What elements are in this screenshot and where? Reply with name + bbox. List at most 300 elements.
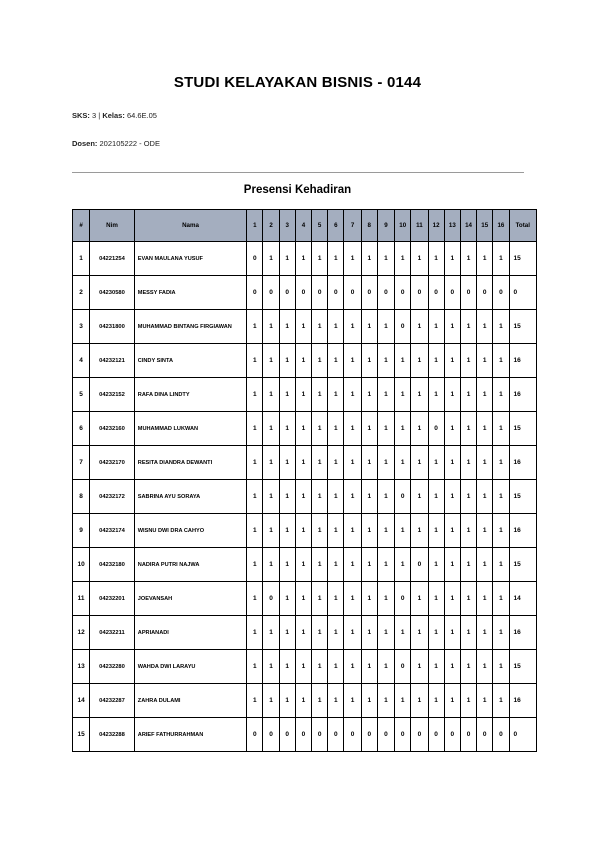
divider <box>72 172 524 173</box>
meeting-cell: 1 <box>444 310 460 344</box>
meeting-cell: 1 <box>377 242 394 276</box>
meeting-cell: 0 <box>295 276 311 310</box>
meeting-cell: 1 <box>361 650 377 684</box>
meeting-cell: 1 <box>493 548 509 582</box>
meeting-cell: 1 <box>312 310 328 344</box>
meeting-cell: 1 <box>377 582 394 616</box>
nama-cell: MUHAMMAD BINTANG FIRGIAWAN <box>134 310 246 344</box>
meeting-cell: 1 <box>344 684 361 718</box>
nama-cell: CINDY SINTA <box>134 344 246 378</box>
meeting-cell: 1 <box>263 650 279 684</box>
meeting-cell: 0 <box>444 718 460 752</box>
meeting-cell: 1 <box>247 684 263 718</box>
meeting-cell: 1 <box>428 378 444 412</box>
meeting-cell: 0 <box>247 242 263 276</box>
total-cell: 16 <box>509 684 536 718</box>
meeting-cell: 1 <box>328 344 344 378</box>
meeting-cell: 0 <box>411 718 428 752</box>
meeting-cell: 1 <box>377 344 394 378</box>
meeting-cell: 1 <box>377 548 394 582</box>
column-header: 14 <box>460 210 476 242</box>
meeting-cell: 0 <box>344 718 361 752</box>
table-row <box>73 480 537 514</box>
dosen-value: 202105222 - ODE <box>99 139 160 148</box>
meeting-cell: 1 <box>361 548 377 582</box>
column-header: 1 <box>247 210 263 242</box>
meeting-cell: 1 <box>428 514 444 548</box>
nim-cell: 04230580 <box>90 276 135 310</box>
meeting-cell: 1 <box>361 480 377 514</box>
nama-cell: MUHAMMAD LUKWAN <box>134 412 246 446</box>
nama-cell: NADIRA PUTRI NAJWA <box>134 548 246 582</box>
meeting-cell: 1 <box>477 242 493 276</box>
meeting-cell: 0 <box>328 276 344 310</box>
meeting-cell: 0 <box>395 582 411 616</box>
meeting-cell: 1 <box>279 310 295 344</box>
table-row <box>73 514 537 548</box>
nama-cell: MESSY FADIA <box>134 276 246 310</box>
meeting-cell: 1 <box>295 616 311 650</box>
meeting-cell: 1 <box>328 378 344 412</box>
meeting-cell: 0 <box>428 276 444 310</box>
meeting-cell: 1 <box>411 616 428 650</box>
meeting-cell: 1 <box>328 446 344 480</box>
meeting-cell: 1 <box>328 242 344 276</box>
meeting-cell: 1 <box>247 480 263 514</box>
meeting-cell: 1 <box>444 344 460 378</box>
meeting-cell: 1 <box>428 344 444 378</box>
table-row <box>73 582 537 616</box>
total-cell: 15 <box>509 242 536 276</box>
column-header: Total <box>509 210 536 242</box>
meeting-cell: 1 <box>395 684 411 718</box>
meeting-cell: 0 <box>295 718 311 752</box>
column-header: 9 <box>377 210 394 242</box>
meeting-cell: 1 <box>444 242 460 276</box>
table-body <box>73 242 537 752</box>
meeting-cell: 1 <box>247 310 263 344</box>
meeting-cell: 1 <box>493 310 509 344</box>
meeting-cell: 1 <box>263 446 279 480</box>
meeting-cell: 1 <box>493 378 509 412</box>
row-number-cell: 1 <box>73 242 90 276</box>
meeting-cell: 1 <box>411 378 428 412</box>
table-row <box>73 378 537 412</box>
total-cell: 15 <box>509 480 536 514</box>
total-cell: 16 <box>509 616 536 650</box>
meeting-cell: 1 <box>477 378 493 412</box>
total-cell: 16 <box>509 446 536 480</box>
meeting-cell: 1 <box>411 412 428 446</box>
meeting-cell: 1 <box>312 582 328 616</box>
row-number-cell: 3 <box>73 310 90 344</box>
meeting-cell: 1 <box>312 412 328 446</box>
meeting-cell: 1 <box>493 446 509 480</box>
nim-cell: 04232288 <box>90 718 135 752</box>
meeting-cell: 1 <box>279 582 295 616</box>
meeting-cell: 0 <box>477 276 493 310</box>
column-header: 13 <box>444 210 460 242</box>
meeting-cell: 0 <box>477 718 493 752</box>
row-number-cell: 14 <box>73 684 90 718</box>
column-header: 8 <box>361 210 377 242</box>
meeting-cell: 1 <box>377 310 394 344</box>
meeting-cell: 0 <box>395 718 411 752</box>
meeting-cell: 1 <box>312 514 328 548</box>
nama-cell: JOEVANSAH <box>134 582 246 616</box>
nim-cell: 04232172 <box>90 480 135 514</box>
meeting-cell: 1 <box>328 684 344 718</box>
table-row <box>73 616 537 650</box>
column-header: Nim <box>90 210 135 242</box>
meeting-cell: 1 <box>312 344 328 378</box>
meeting-cell: 1 <box>411 310 428 344</box>
meeting-cell: 1 <box>247 514 263 548</box>
nama-cell: SABRINA AYU SORAYA <box>134 480 246 514</box>
meeting-cell: 1 <box>263 344 279 378</box>
nim-cell: 04232201 <box>90 582 135 616</box>
meeting-cell: 1 <box>428 650 444 684</box>
meeting-cell: 0 <box>247 718 263 752</box>
meeting-cell: 1 <box>460 650 476 684</box>
meeting-cell: 1 <box>460 514 476 548</box>
meeting-cell: 0 <box>395 310 411 344</box>
column-header: Nama <box>134 210 246 242</box>
meeting-cell: 1 <box>395 242 411 276</box>
meeting-cell: 1 <box>312 684 328 718</box>
nim-cell: 04221254 <box>90 242 135 276</box>
meeting-cell: 1 <box>328 514 344 548</box>
meeting-cell: 1 <box>444 582 460 616</box>
meeting-cell: 0 <box>460 718 476 752</box>
meeting-cell: 1 <box>247 378 263 412</box>
meeting-cell: 1 <box>411 582 428 616</box>
meeting-cell: 1 <box>428 582 444 616</box>
meeting-cell: 1 <box>263 480 279 514</box>
meeting-cell: 1 <box>444 650 460 684</box>
row-number-cell: 2 <box>73 276 90 310</box>
meeting-cell: 0 <box>361 718 377 752</box>
meeting-cell: 1 <box>460 548 476 582</box>
meeting-cell: 1 <box>377 378 394 412</box>
table-row <box>73 718 537 752</box>
meeting-cell: 1 <box>460 242 476 276</box>
meeting-cell: 1 <box>361 412 377 446</box>
nama-cell: ZAHRA DULAMI <box>134 684 246 718</box>
nim-cell: 04232287 <box>90 684 135 718</box>
nim-cell: 04232211 <box>90 616 135 650</box>
nama-cell: RAFA DINA LINDTY <box>134 378 246 412</box>
meeting-cell: 0 <box>377 276 394 310</box>
meeting-cell: 1 <box>312 242 328 276</box>
row-number-cell: 7 <box>73 446 90 480</box>
meeting-cell: 0 <box>361 276 377 310</box>
table-row <box>73 650 537 684</box>
total-cell: 15 <box>509 310 536 344</box>
meeting-cell: 1 <box>295 480 311 514</box>
row-number-cell: 6 <box>73 412 90 446</box>
meeting-cell: 1 <box>493 650 509 684</box>
meeting-cell: 1 <box>477 548 493 582</box>
table-row <box>73 446 537 480</box>
meeting-cell: 1 <box>477 650 493 684</box>
meeting-cell: 0 <box>263 718 279 752</box>
meeting-cell: 1 <box>247 616 263 650</box>
meeting-cell: 1 <box>477 412 493 446</box>
meeting-cell: 1 <box>328 582 344 616</box>
meeting-cell: 0 <box>344 276 361 310</box>
meeting-cell: 1 <box>477 446 493 480</box>
meeting-cell: 0 <box>312 718 328 752</box>
meeting-cell: 1 <box>295 684 311 718</box>
meeting-cell: 1 <box>493 480 509 514</box>
column-header: 6 <box>328 210 344 242</box>
meeting-cell: 1 <box>395 514 411 548</box>
meeting-cell: 1 <box>477 582 493 616</box>
meeting-cell: 0 <box>411 276 428 310</box>
meeting-cell: 1 <box>263 310 279 344</box>
nim-cell: 04232180 <box>90 548 135 582</box>
nama-cell: WISNU DWI DRA CAHYO <box>134 514 246 548</box>
meeting-cell: 1 <box>361 514 377 548</box>
meeting-cell: 0 <box>411 548 428 582</box>
meeting-cell: 1 <box>377 616 394 650</box>
meeting-cell: 1 <box>344 412 361 446</box>
meeting-cell: 1 <box>279 412 295 446</box>
meeting-cell: 1 <box>460 344 476 378</box>
meeting-cell: 1 <box>361 582 377 616</box>
sks-value: 3 <box>92 111 97 120</box>
meeting-cell: 1 <box>312 650 328 684</box>
column-header: 7 <box>344 210 361 242</box>
meeting-cell: 1 <box>344 446 361 480</box>
meeting-cell: 1 <box>247 582 263 616</box>
meeting-cell: 1 <box>295 378 311 412</box>
meeting-cell: 1 <box>428 480 444 514</box>
meeting-cell: 0 <box>377 718 394 752</box>
meeting-cell: 1 <box>263 412 279 446</box>
meeting-cell: 0 <box>493 718 509 752</box>
nim-cell: 04232174 <box>90 514 135 548</box>
table-row <box>73 412 537 446</box>
column-header: 10 <box>395 210 411 242</box>
meta-separator: | <box>98 111 101 120</box>
meeting-cell: 1 <box>279 548 295 582</box>
nama-cell: APRIANADI <box>134 616 246 650</box>
meeting-cell: 0 <box>493 276 509 310</box>
meeting-cell: 1 <box>344 378 361 412</box>
meeting-cell: 1 <box>247 412 263 446</box>
meeting-cell: 1 <box>477 310 493 344</box>
meeting-cell: 1 <box>377 514 394 548</box>
section-title: Presensi Kehadiran <box>243 184 352 196</box>
meeting-cell: 1 <box>477 616 493 650</box>
meeting-cell: 1 <box>411 446 428 480</box>
column-header: 5 <box>312 210 328 242</box>
meeting-cell: 1 <box>428 310 444 344</box>
meeting-cell: 1 <box>377 684 394 718</box>
meeting-cell: 1 <box>361 242 377 276</box>
meeting-cell: 1 <box>263 378 279 412</box>
meeting-cell: 1 <box>428 446 444 480</box>
attendance-table <box>72 209 537 752</box>
meeting-cell: 1 <box>312 480 328 514</box>
meeting-cell: 1 <box>328 650 344 684</box>
meeting-cell: 1 <box>395 548 411 582</box>
meeting-cell: 1 <box>295 650 311 684</box>
meeting-cell: 1 <box>411 480 428 514</box>
meeting-cell: 1 <box>328 412 344 446</box>
total-cell: 14 <box>509 582 536 616</box>
meeting-cell: 1 <box>344 344 361 378</box>
nim-cell: 04232170 <box>90 446 135 480</box>
meeting-cell: 1 <box>295 548 311 582</box>
meeting-cell: 1 <box>460 616 476 650</box>
meeting-cell: 1 <box>493 344 509 378</box>
table-row <box>73 344 537 378</box>
meeting-cell: 1 <box>477 480 493 514</box>
row-number-cell: 15 <box>73 718 90 752</box>
meeting-cell: 1 <box>263 242 279 276</box>
meeting-cell: 1 <box>444 548 460 582</box>
meeting-cell: 1 <box>295 412 311 446</box>
row-number-cell: 12 <box>73 616 90 650</box>
lecturer-meta <box>72 139 160 148</box>
meeting-cell: 0 <box>279 718 295 752</box>
meeting-cell: 1 <box>361 310 377 344</box>
meeting-cell: 1 <box>344 242 361 276</box>
meeting-cell: 1 <box>493 412 509 446</box>
total-cell: 16 <box>509 344 536 378</box>
meeting-cell: 1 <box>395 344 411 378</box>
nim-cell: 04232280 <box>90 650 135 684</box>
meeting-cell: 1 <box>477 514 493 548</box>
table-row <box>73 242 537 276</box>
meeting-cell: 1 <box>444 616 460 650</box>
meeting-cell: 1 <box>460 310 476 344</box>
meeting-cell: 0 <box>428 718 444 752</box>
page-title: STUDI KELAYAKAN BISNIS - 0144 <box>173 74 422 91</box>
meeting-cell: 1 <box>493 616 509 650</box>
meeting-cell: 1 <box>295 310 311 344</box>
meeting-cell: 0 <box>263 276 279 310</box>
meeting-cell: 1 <box>328 548 344 582</box>
meeting-cell: 1 <box>312 616 328 650</box>
meeting-cell: 1 <box>279 344 295 378</box>
meeting-cell: 1 <box>377 650 394 684</box>
dosen-label: Dosen: <box>72 139 98 148</box>
meeting-cell: 1 <box>344 616 361 650</box>
meeting-cell: 1 <box>460 412 476 446</box>
meeting-cell: 1 <box>460 582 476 616</box>
meeting-cell: 1 <box>361 344 377 378</box>
total-cell: 15 <box>509 650 536 684</box>
meeting-cell: 1 <box>493 514 509 548</box>
meeting-cell: 1 <box>411 344 428 378</box>
meeting-cell: 1 <box>279 616 295 650</box>
meeting-cell: 1 <box>295 242 311 276</box>
meeting-cell: 1 <box>361 684 377 718</box>
meeting-cell: 1 <box>279 378 295 412</box>
meeting-cell: 1 <box>344 514 361 548</box>
column-header: 16 <box>493 210 509 242</box>
column-header: 11 <box>411 210 428 242</box>
column-header: 3 <box>279 210 295 242</box>
meeting-cell: 1 <box>295 446 311 480</box>
meeting-cell: 1 <box>460 684 476 718</box>
total-cell: 15 <box>509 548 536 582</box>
meeting-cell: 1 <box>328 480 344 514</box>
meeting-cell: 1 <box>279 446 295 480</box>
meeting-cell: 1 <box>361 446 377 480</box>
nama-cell: EVAN MAULANA YUSUF <box>134 242 246 276</box>
meeting-cell: 1 <box>395 446 411 480</box>
sks-label: SKS: <box>72 111 90 120</box>
meeting-cell: 1 <box>279 514 295 548</box>
total-cell: 16 <box>509 378 536 412</box>
column-header: # <box>73 210 90 242</box>
meeting-cell: 1 <box>279 480 295 514</box>
meeting-cell: 1 <box>279 650 295 684</box>
table-row <box>73 276 537 310</box>
row-number-cell: 8 <box>73 480 90 514</box>
meeting-cell: 1 <box>395 412 411 446</box>
nim-cell: 04232152 <box>90 378 135 412</box>
meeting-cell: 0 <box>279 276 295 310</box>
meeting-cell: 0 <box>395 276 411 310</box>
nim-cell: 04232160 <box>90 412 135 446</box>
meeting-cell: 1 <box>428 684 444 718</box>
meeting-cell: 1 <box>263 684 279 718</box>
meeting-cell: 1 <box>444 684 460 718</box>
course-meta <box>72 111 157 120</box>
meeting-cell: 1 <box>328 616 344 650</box>
meeting-cell: 1 <box>377 480 394 514</box>
meeting-cell: 1 <box>477 684 493 718</box>
meeting-cell: 1 <box>493 684 509 718</box>
row-number-cell: 5 <box>73 378 90 412</box>
meeting-cell: 1 <box>444 412 460 446</box>
meeting-cell: 1 <box>247 650 263 684</box>
meeting-cell: 1 <box>411 650 428 684</box>
row-number-cell: 9 <box>73 514 90 548</box>
meeting-cell: 1 <box>377 446 394 480</box>
meeting-cell: 0 <box>395 650 411 684</box>
meeting-cell: 0 <box>328 718 344 752</box>
meeting-cell: 1 <box>328 310 344 344</box>
total-cell: 16 <box>509 514 536 548</box>
meeting-cell: 1 <box>312 548 328 582</box>
meeting-cell: 1 <box>247 446 263 480</box>
meeting-cell: 1 <box>344 650 361 684</box>
meeting-cell: 1 <box>247 548 263 582</box>
meeting-cell: 1 <box>263 616 279 650</box>
total-cell: 0 <box>509 718 536 752</box>
meeting-cell: 1 <box>411 514 428 548</box>
row-number-cell: 13 <box>73 650 90 684</box>
meeting-cell: 1 <box>444 446 460 480</box>
meeting-cell: 1 <box>428 548 444 582</box>
meeting-cell: 1 <box>460 446 476 480</box>
meeting-cell: 1 <box>279 684 295 718</box>
nama-cell: WAHDA DWI LARAYU <box>134 650 246 684</box>
meeting-cell: 1 <box>295 514 311 548</box>
total-cell: 0 <box>509 276 536 310</box>
meeting-cell: 0 <box>428 412 444 446</box>
meeting-cell: 0 <box>395 480 411 514</box>
meeting-cell: 1 <box>344 310 361 344</box>
kelas-label: Kelas: <box>102 111 125 120</box>
